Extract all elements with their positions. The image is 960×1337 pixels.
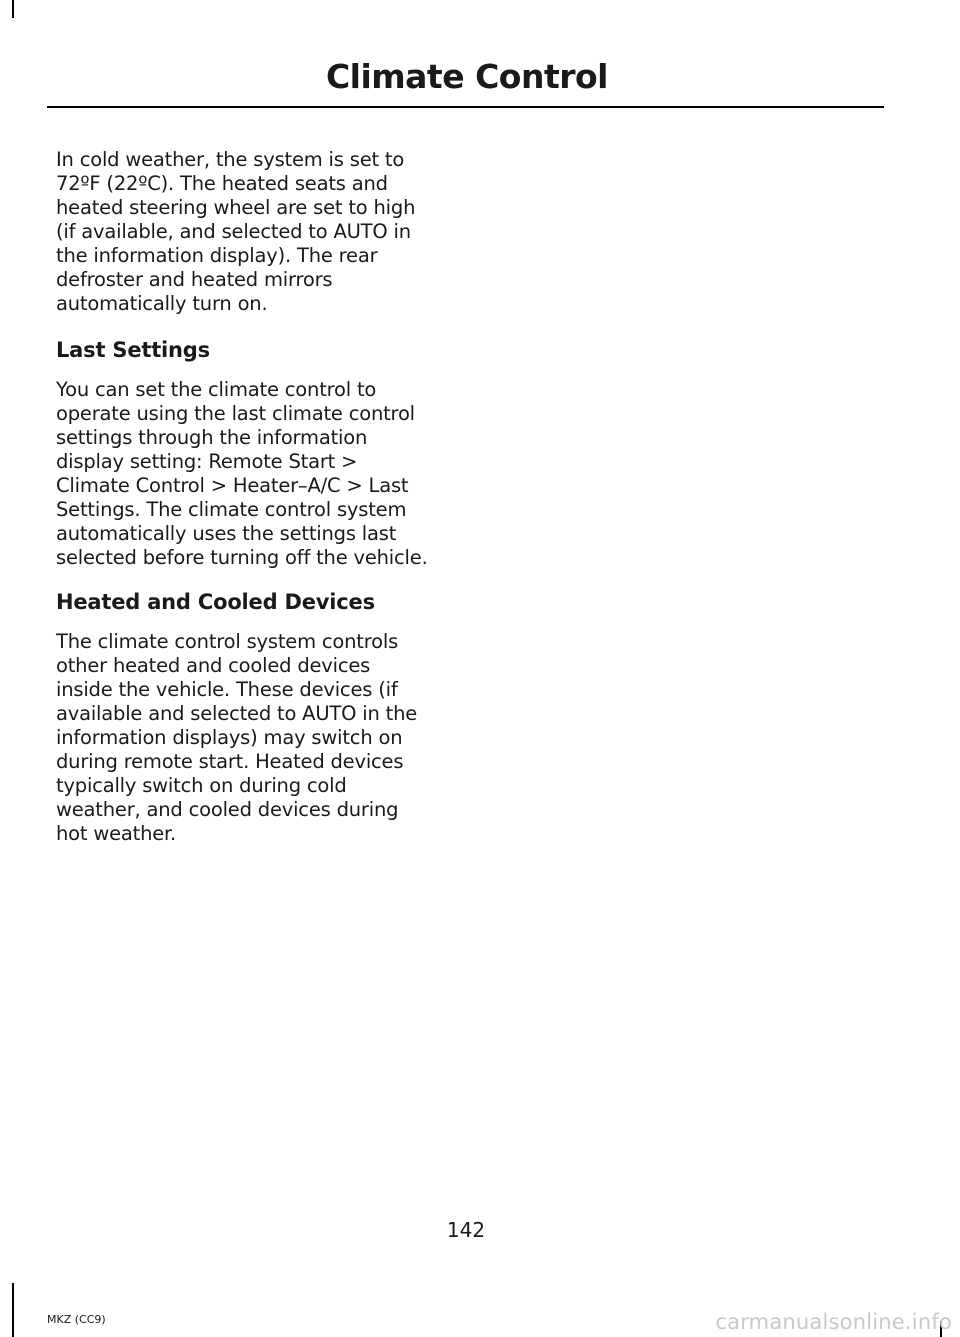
text-line: 72ºF (22ºC). The heated seats and	[56, 172, 388, 195]
last-settings-heading: Last Settings	[56, 338, 210, 362]
text-line: operate using the last climate control	[56, 402, 415, 425]
text-line: selected before turning off the vehicle.	[56, 546, 428, 569]
text-line: during remote start. Heated devices	[56, 750, 404, 773]
intro-paragraph	[56, 148, 415, 316]
text-line: the information display). The rear	[56, 244, 378, 267]
header-divider	[47, 106, 884, 108]
text-line: Climate Control > Heater–A/C > Last	[56, 474, 409, 497]
text-line: You can set the climate control to	[56, 378, 377, 401]
text-line: (if available, and selected to AUTO in	[56, 220, 411, 243]
text-line: typically switch on during cold	[56, 774, 347, 797]
text-line: weather, and cooled devices during	[56, 798, 399, 821]
text-line: The climate control system controls	[56, 630, 399, 653]
crop-mark-top-left	[12, 0, 14, 18]
text-line: settings through the information	[56, 426, 368, 449]
text-line: information displays) may switch on	[56, 726, 403, 749]
watermark: carmanualsonline.info	[715, 1310, 952, 1334]
text-line: automatically turn on.	[56, 292, 268, 315]
text-line: available and selected to AUTO in the	[56, 702, 418, 725]
text-line: hot weather.	[56, 822, 177, 845]
last-settings-paragraph	[56, 378, 428, 570]
text-line: Settings. The climate control system	[56, 498, 407, 521]
text-line: defroster and heated mirrors	[56, 268, 333, 291]
text-line: display setting: Remote Start >	[56, 450, 358, 473]
footer-model-code: MKZ (CC9)	[47, 1313, 106, 1326]
heated-cooled-devices-paragraph	[56, 630, 417, 846]
text-line: other heated and cooled devices	[56, 654, 371, 677]
text-line: inside the vehicle. These devices (if	[56, 678, 398, 701]
page-number: 142	[446, 1218, 486, 1242]
text-line: automatically uses the settings last	[56, 522, 397, 545]
heated-cooled-devices-heading: Heated and Cooled Devices	[56, 590, 375, 614]
text-line: heated steering wheel are set to high	[56, 196, 416, 219]
text-line: In cold weather, the system is set to	[56, 148, 405, 171]
crop-mark-bottom-left	[12, 1283, 14, 1337]
page-title: Climate Control	[325, 57, 608, 96]
